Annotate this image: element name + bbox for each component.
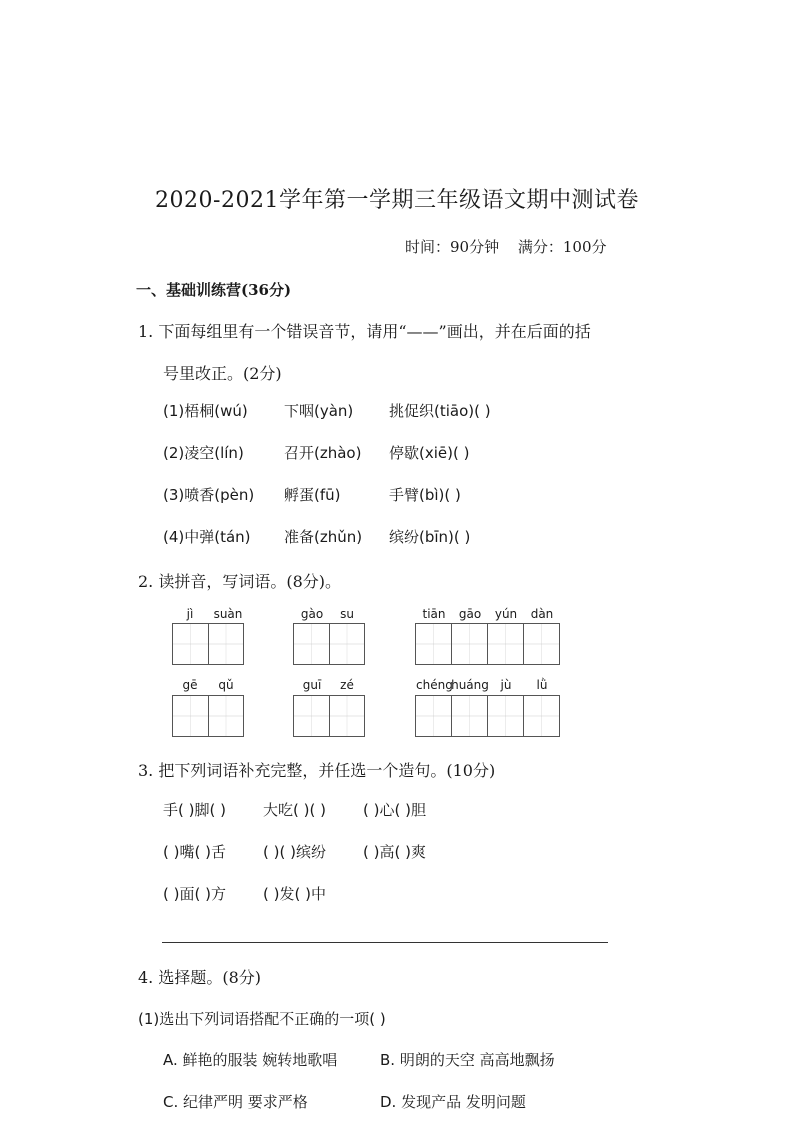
q1-item: 缤纷(bīn)( ): [389, 528, 471, 546]
pinyin-label: qǔ: [218, 678, 234, 692]
idiom-blank: ( )面( )方: [163, 885, 226, 903]
q2-prompt: 2. 读拼音，写词语。(8分)。: [138, 572, 342, 591]
q1-item: (1)梧桐(wú): [163, 402, 248, 420]
idiom-blank: 手( )脚( ): [163, 801, 226, 819]
pinyin-label: huáng: [451, 678, 489, 692]
q1-item: 手臂(bì)( ): [389, 486, 461, 504]
idiom-blank: ( )发( )中: [263, 885, 326, 903]
q4-prompt: 4. 选择题。(8分): [138, 968, 262, 987]
q1-item: 召开(zhào): [284, 444, 362, 462]
q1-prompt-line2: 号里改正。(2分): [163, 364, 282, 383]
writing-grid[interactable]: [293, 695, 365, 737]
option-a[interactable]: A. 鲜艳的服装 婉转地歌唱: [163, 1051, 338, 1069]
q1-item: (3)喷香(pèn): [163, 486, 255, 504]
writing-grid[interactable]: [293, 623, 365, 665]
sentence-answer-line[interactable]: [162, 942, 608, 943]
pinyin-label: guī: [302, 678, 322, 692]
q4-subquestion: (1)选出下列词语搭配不正确的一项( ): [138, 1010, 386, 1028]
q1-item: (4)中弹(tán): [163, 528, 251, 546]
pinyin-label: zé: [340, 678, 354, 692]
writing-grid[interactable]: [415, 623, 560, 665]
q1-item: 准备(zhǔn): [284, 528, 363, 546]
pinyin-label: lǜ: [536, 678, 548, 692]
exam-meta: [405, 236, 621, 257]
idiom-blank: ( )高( )爽: [363, 843, 426, 861]
pinyin-label: yún: [494, 607, 518, 621]
section-heading: 一、基础训练营(36分): [136, 281, 292, 299]
idiom-blank: ( )嘴( )舌: [163, 843, 226, 861]
q1-item: 停歇(xiē)( ): [389, 444, 470, 462]
pinyin-label: gāo: [458, 607, 482, 621]
writing-grid[interactable]: [172, 623, 244, 665]
writing-grid[interactable]: [415, 695, 560, 737]
option-b[interactable]: B. 明朗的天空 高高地飘扬: [380, 1051, 555, 1069]
idiom-blank: 大吃( )( ): [263, 801, 326, 819]
pinyin-label: chéng: [416, 678, 453, 692]
writing-grid[interactable]: [172, 695, 244, 737]
exam-time: 时间：90分钟: [405, 238, 500, 256]
option-d[interactable]: D. 发现产品 发明问题: [380, 1093, 526, 1111]
q1-item: 挑促织(tiāo)( ): [389, 402, 491, 420]
pinyin-label: jù: [500, 678, 512, 692]
option-c[interactable]: C. 纪律严明 要求严格: [163, 1093, 308, 1111]
pinyin-label: jì: [186, 607, 194, 621]
q1-prompt-line1: 1. 下面每组里有一个错误音节，请用“——”画出，并在后面的括: [138, 322, 591, 341]
pinyin-label: su: [340, 607, 354, 621]
pinyin-label: gē: [182, 678, 198, 692]
pinyin-label: suàn: [213, 607, 243, 621]
pinyin-label: dàn: [530, 607, 554, 621]
pinyin-label: tiān: [422, 607, 446, 621]
idiom-blank: ( )心( )胆: [363, 801, 426, 819]
q1-item: (2)凌空(lín): [163, 444, 244, 462]
pinyin-label: gào: [300, 607, 324, 621]
page-title: 2020-2021学年第一学期三年级语文期中测试卷: [155, 188, 639, 213]
q1-item: 孵蛋(fū): [284, 486, 341, 504]
q1-item: 下咽(yàn): [284, 402, 354, 420]
idiom-blank: ( )( )缤纷: [263, 843, 326, 861]
exam-score: 满分：100分: [517, 238, 607, 256]
q3-prompt: 3. 把下列词语补充完整，并任选一个造句。(10分): [138, 761, 496, 780]
